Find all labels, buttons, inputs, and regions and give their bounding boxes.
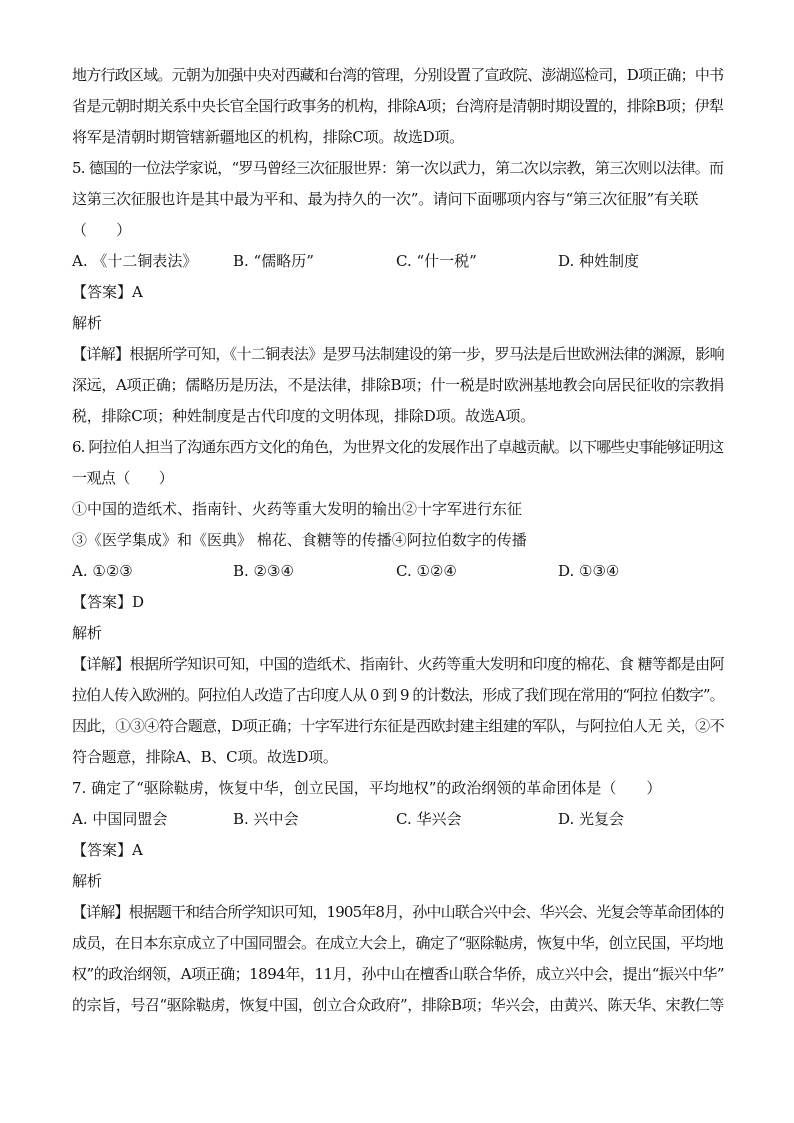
question-stem	[72, 773, 724, 804]
intro-paragraph	[72, 60, 724, 153]
text-line: ③《医学集成》和《医典》 棉花、食糖等的传播④阿拉伯数字的传播	[72, 531, 527, 549]
option-b: B. “儒略历”	[233, 252, 314, 270]
text-line: 拉伯人传入欧洲的。阿拉伯人改造了古印度人从 0 到 9 的计数法，形成了我们现在常用的“阿拉 伯数字”。	[72, 686, 724, 704]
option-a: A. 中国同盟会	[72, 810, 168, 828]
option-c: C. ①②④	[396, 562, 457, 580]
text-line: 7. 确定了“驱除鞑虏，恢复中华，创立民国，平均地权”的政治纲领的革命团体是（ ）	[72, 779, 662, 797]
option-d: D. 种姓制度	[558, 252, 640, 270]
question-6	[72, 432, 724, 773]
text-line: 6. 阿拉伯人担当了沟通东西方文化的角色，为世界文化的发展作出了卓越贡献。以下哪些史事能够证明这	[72, 438, 724, 456]
option-d: D. ①③④	[558, 562, 620, 580]
text-line: 将军是清朝时期管辖新疆地区的机构，排除C项。故选D项。	[72, 128, 464, 146]
options-row	[72, 804, 724, 835]
detail-paragraph	[72, 897, 724, 1021]
text-line: 税，排除C项；种姓制度是古代印度的文明体现，排除D项。故选A项。	[72, 407, 535, 425]
analysis-label: 解析	[72, 314, 103, 332]
answer-label: 【答案】A	[72, 841, 143, 859]
text-line: 深远，A项正确；儒略历是历法，不是法律，排除B项；什一税是时欧洲基地教会向居民征收的宗教捐	[72, 376, 724, 394]
question-stem	[72, 432, 724, 494]
text-line: 因此，①③④符合题意，D项正确；十字军进行东征是西欧封建主组建的军队，与阿拉伯人无 关，②不	[72, 717, 725, 735]
option-a: A. ①②③	[72, 562, 133, 580]
option-a: A. 《十二铜表法》	[72, 252, 198, 270]
question-7	[72, 773, 724, 1021]
option-b: B. ②③④	[233, 562, 294, 580]
text-line: 符合题意，排除A、B、C项。故选D项。	[72, 748, 338, 766]
text-line: 地方行政区域。元朝为加强中央对西藏和台湾的管理，分别设置了宣政院、澎湖巡检司，D项正确；中书	[72, 66, 724, 84]
text-line: 成员，在日本东京成立了中国同盟会。在成立大会上，确定了“驱除鞑虏，恢复中华，创立民国，平均地	[72, 934, 723, 952]
answer-label: 【答案】D	[72, 593, 145, 611]
text-line: 权”的政治纲领，A项正确；1894年，11月，孙中山在檀香山联合华侨，成立兴中会，提出“振兴中华”	[72, 965, 725, 983]
text-line: ①中国的造纸术、指南针、火药等重大发明的输出②十字军进行东征	[72, 500, 523, 518]
option-b: B. 兴中会	[233, 810, 299, 828]
question-stem	[72, 153, 724, 246]
text-line: 这第三次征服也许是其中最为平和、最为持久的一次”。请问下面哪项内容与“第三次征服”有关联	[72, 190, 699, 208]
question-5	[72, 153, 724, 432]
text-line: 5. 德国的一位法学家说，“罗马曾经三次征服世界：第一次以武力，第二次以宗教，第三次则以法律。而	[72, 159, 724, 177]
option-c: C. 华兴会	[396, 810, 462, 828]
text-line: 省是元朝时期关系中央长官全国行政事务的机构，排除A项；台湾府是清朝时期设置的，排除B项；伊犁	[72, 97, 724, 115]
document-body	[72, 60, 724, 1021]
question-items	[72, 494, 724, 556]
option-d: D. 光复会	[558, 810, 625, 828]
options-row	[72, 556, 724, 587]
text-line: 【详解】根据所学知识可知，中国的造纸术、指南针、火药等重大发明和印度的棉花、食 糖等都是由阿	[72, 655, 724, 673]
text-line: 【详解】根据所学可知，《十二铜表法》是罗马法制建设的第一步，罗马法是后世欧洲法律的渊源，影响	[72, 345, 724, 363]
text-line: 一观点（ ）	[72, 469, 174, 487]
answer-label: 【答案】A	[72, 283, 143, 301]
detail-paragraph	[72, 649, 724, 773]
text-line: 的宗旨，号召“驱除鞑虏，恢复中国，创立合众政府”，排除B项；华兴会，由黄兴、陈天华、宋教仁等	[72, 996, 724, 1014]
text-line: 【详解】根据题干和结合所学知识可知，1905年8月，孙中山联合兴中会、华兴会、光复会等革命团体的	[72, 903, 724, 921]
analysis-label: 解析	[72, 872, 103, 890]
analysis-label: 解析	[72, 624, 103, 642]
text-line: （ ）	[72, 221, 131, 239]
detail-paragraph	[72, 339, 724, 432]
options-row	[72, 246, 724, 277]
option-c: C. “什一税”	[396, 252, 477, 270]
